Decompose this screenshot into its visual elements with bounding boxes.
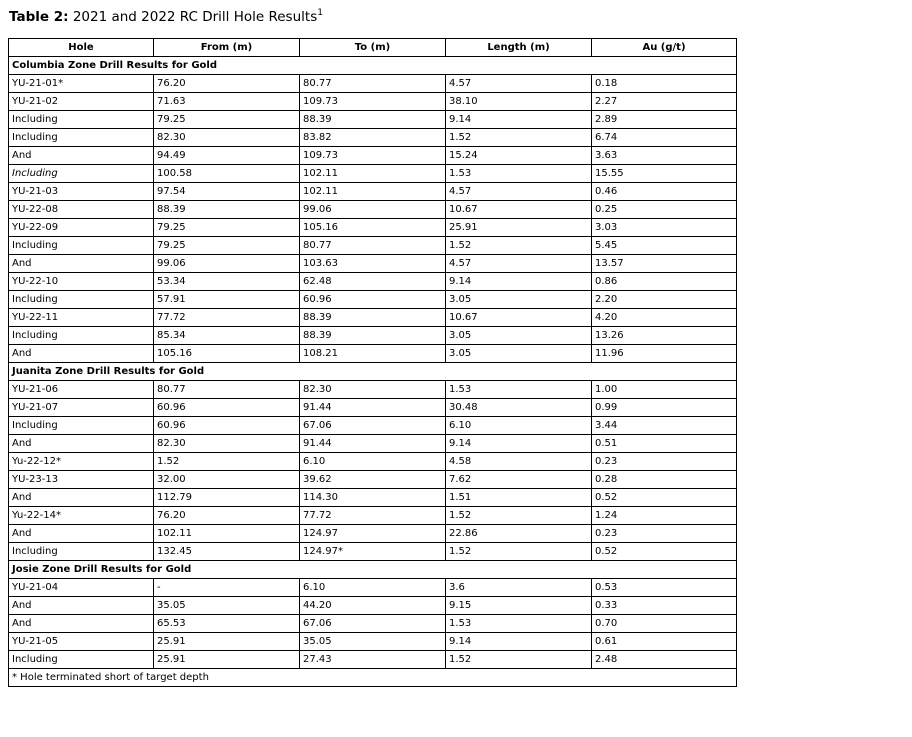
au-cell: 1.24 <box>592 507 737 525</box>
table-row <box>9 111 737 129</box>
from-cell: 60.96 <box>154 417 300 435</box>
hole-cell: YU-22-09 <box>9 219 154 237</box>
length-cell: 7.62 <box>446 471 592 489</box>
table-row <box>9 435 737 453</box>
from-cell: 1.52 <box>154 453 300 471</box>
hole-cell: And <box>9 255 154 273</box>
au-cell: 0.51 <box>592 435 737 453</box>
to-cell: 35.05 <box>300 633 446 651</box>
to-cell: 83.82 <box>300 129 446 147</box>
from-cell: 53.34 <box>154 273 300 291</box>
table-row <box>9 525 737 543</box>
table-row <box>9 633 737 651</box>
from-cell: 65.53 <box>154 615 300 633</box>
hole-cell: Yu-22-14* <box>9 507 154 525</box>
section-heading: Columbia Zone Drill Results for Gold <box>9 57 737 75</box>
au-cell: 6.74 <box>592 129 737 147</box>
length-cell: 3.05 <box>446 345 592 363</box>
column-header-hole: Hole <box>9 39 154 57</box>
au-cell: 3.03 <box>592 219 737 237</box>
from-cell: 77.72 <box>154 309 300 327</box>
hole-cell: And <box>9 435 154 453</box>
to-cell: 91.44 <box>300 399 446 417</box>
au-cell: 2.48 <box>592 651 737 669</box>
table-row <box>9 507 737 525</box>
from-cell: - <box>154 579 300 597</box>
from-cell: 79.25 <box>154 111 300 129</box>
from-cell: 100.58 <box>154 165 300 183</box>
hole-cell: Including <box>9 111 154 129</box>
length-cell: 25.91 <box>446 219 592 237</box>
length-cell: 9.14 <box>446 633 592 651</box>
to-cell: 62.48 <box>300 273 446 291</box>
to-cell: 109.73 <box>300 93 446 111</box>
to-cell: 60.96 <box>300 291 446 309</box>
hole-cell: YU-21-07 <box>9 399 154 417</box>
hole-cell: YU-21-05 <box>9 633 154 651</box>
table-row <box>9 399 737 417</box>
hole-cell: Including <box>9 129 154 147</box>
table-row <box>9 147 737 165</box>
au-cell: 0.52 <box>592 543 737 561</box>
au-cell: 11.96 <box>592 345 737 363</box>
table-row <box>9 471 737 489</box>
from-cell: 132.45 <box>154 543 300 561</box>
length-cell: 38.10 <box>446 93 592 111</box>
au-cell: 3.44 <box>592 417 737 435</box>
to-cell: 105.16 <box>300 219 446 237</box>
from-cell: 88.39 <box>154 201 300 219</box>
au-cell: 2.27 <box>592 93 737 111</box>
hole-cell: YU-22-11 <box>9 309 154 327</box>
length-cell: 10.67 <box>446 201 592 219</box>
from-cell: 76.20 <box>154 507 300 525</box>
au-cell: 0.18 <box>592 75 737 93</box>
from-cell: 57.91 <box>154 291 300 309</box>
hole-cell: YU-23-13 <box>9 471 154 489</box>
to-cell: 27.43 <box>300 651 446 669</box>
length-cell: 22.86 <box>446 525 592 543</box>
length-cell: 1.52 <box>446 651 592 669</box>
hole-cell: Including <box>9 237 154 255</box>
from-cell: 85.34 <box>154 327 300 345</box>
to-cell: 39.62 <box>300 471 446 489</box>
au-cell: 0.70 <box>592 615 737 633</box>
table-row <box>9 417 737 435</box>
table-row <box>9 651 737 669</box>
from-cell: 32.00 <box>154 471 300 489</box>
footnote: * Hole terminated short of target depth <box>9 669 737 687</box>
footnote-row <box>9 669 737 687</box>
hole-cell: YU-21-01* <box>9 75 154 93</box>
hole-cell: And <box>9 525 154 543</box>
from-cell: 60.96 <box>154 399 300 417</box>
au-cell: 3.63 <box>592 147 737 165</box>
table-row <box>9 255 737 273</box>
length-cell: 1.52 <box>446 237 592 255</box>
column-header-to: To (m) <box>300 39 446 57</box>
au-cell: 0.53 <box>592 579 737 597</box>
length-cell: 1.52 <box>446 543 592 561</box>
to-cell: 88.39 <box>300 309 446 327</box>
hole-cell: Including <box>9 291 154 309</box>
to-cell: 6.10 <box>300 453 446 471</box>
length-cell: 9.14 <box>446 111 592 129</box>
section-heading: Josie Zone Drill Results for Gold <box>9 561 737 579</box>
to-cell: 103.63 <box>300 255 446 273</box>
table-row <box>9 309 737 327</box>
table-body <box>9 57 737 669</box>
section-header-row <box>9 561 737 579</box>
hole-cell: And <box>9 147 154 165</box>
au-cell: 0.23 <box>592 525 737 543</box>
table-title-text: 2021 and 2022 RC Drill Hole Results <box>68 9 318 25</box>
length-cell: 4.58 <box>446 453 592 471</box>
to-cell: 77.72 <box>300 507 446 525</box>
from-cell: 25.91 <box>154 633 300 651</box>
table-row <box>9 381 737 399</box>
table-row <box>9 489 737 507</box>
au-cell: 0.28 <box>592 471 737 489</box>
from-cell: 71.63 <box>154 93 300 111</box>
to-cell: 114.30 <box>300 489 446 507</box>
table-row <box>9 93 737 111</box>
hole-cell: YU-21-06 <box>9 381 154 399</box>
length-cell: 10.67 <box>446 309 592 327</box>
length-cell: 3.05 <box>446 291 592 309</box>
hole-cell: Including <box>9 543 154 561</box>
length-cell: 3.6 <box>446 579 592 597</box>
to-cell: 67.06 <box>300 615 446 633</box>
hole-cell: And <box>9 597 154 615</box>
au-cell: 0.33 <box>592 597 737 615</box>
table-title <box>9 6 323 28</box>
au-cell: 0.86 <box>592 273 737 291</box>
au-cell: 0.99 <box>592 399 737 417</box>
drill-results-table <box>8 38 737 687</box>
au-cell: 0.46 <box>592 183 737 201</box>
table-row <box>9 237 737 255</box>
table-row <box>9 201 737 219</box>
from-cell: 82.30 <box>154 129 300 147</box>
au-cell: 2.89 <box>592 111 737 129</box>
from-cell: 102.11 <box>154 525 300 543</box>
section-header-row <box>9 57 737 75</box>
au-cell: 0.23 <box>592 453 737 471</box>
to-cell: 124.97 <box>300 525 446 543</box>
au-cell: 0.52 <box>592 489 737 507</box>
table-row <box>9 291 737 309</box>
length-cell: 9.15 <box>446 597 592 615</box>
to-cell: 67.06 <box>300 417 446 435</box>
hole-cell: Yu-22-12* <box>9 453 154 471</box>
length-cell: 1.53 <box>446 165 592 183</box>
to-cell: 99.06 <box>300 201 446 219</box>
to-cell: 102.11 <box>300 183 446 201</box>
to-cell: 124.97* <box>300 543 446 561</box>
table-row <box>9 129 737 147</box>
table-row <box>9 453 737 471</box>
au-cell: 15.55 <box>592 165 737 183</box>
au-cell: 0.25 <box>592 201 737 219</box>
length-cell: 4.57 <box>446 255 592 273</box>
hole-cell: And <box>9 615 154 633</box>
section-header-row <box>9 363 737 381</box>
from-cell: 105.16 <box>154 345 300 363</box>
au-cell: 2.20 <box>592 291 737 309</box>
au-cell: 13.26 <box>592 327 737 345</box>
to-cell: 91.44 <box>300 435 446 453</box>
to-cell: 82.30 <box>300 381 446 399</box>
au-cell: 1.00 <box>592 381 737 399</box>
au-cell: 4.20 <box>592 309 737 327</box>
length-cell: 1.53 <box>446 615 592 633</box>
header-row <box>9 39 737 57</box>
table-row <box>9 219 737 237</box>
to-cell: 102.11 <box>300 165 446 183</box>
to-cell: 44.20 <box>300 597 446 615</box>
length-cell: 3.05 <box>446 327 592 345</box>
table-row <box>9 183 737 201</box>
hole-cell: YU-21-04 <box>9 579 154 597</box>
from-cell: 112.79 <box>154 489 300 507</box>
length-cell: 9.14 <box>446 273 592 291</box>
from-cell: 94.49 <box>154 147 300 165</box>
from-cell: 80.77 <box>154 381 300 399</box>
to-cell: 80.77 <box>300 237 446 255</box>
to-cell: 6.10 <box>300 579 446 597</box>
column-header-from: From (m) <box>154 39 300 57</box>
section-heading: Juanita Zone Drill Results for Gold <box>9 363 737 381</box>
length-cell: 1.52 <box>446 507 592 525</box>
to-cell: 88.39 <box>300 111 446 129</box>
table-row <box>9 579 737 597</box>
au-cell: 13.57 <box>592 255 737 273</box>
table-row <box>9 345 737 363</box>
table-row <box>9 615 737 633</box>
table-title-label: Table 2: <box>9 9 69 25</box>
hole-cell: Including <box>9 651 154 669</box>
hole-cell: Including <box>9 417 154 435</box>
to-cell: 80.77 <box>300 75 446 93</box>
hole-cell: YU-21-02 <box>9 93 154 111</box>
length-cell: 6.10 <box>446 417 592 435</box>
from-cell: 82.30 <box>154 435 300 453</box>
table-row <box>9 165 737 183</box>
hole-cell: Including <box>9 327 154 345</box>
hole-cell: YU-22-10 <box>9 273 154 291</box>
length-cell: 9.14 <box>446 435 592 453</box>
from-cell: 76.20 <box>154 75 300 93</box>
from-cell: 35.05 <box>154 597 300 615</box>
length-cell: 1.52 <box>446 129 592 147</box>
table-row <box>9 75 737 93</box>
hole-cell: YU-21-03 <box>9 183 154 201</box>
table-row <box>9 273 737 291</box>
length-cell: 30.48 <box>446 399 592 417</box>
from-cell: 79.25 <box>154 219 300 237</box>
from-cell: 99.06 <box>154 255 300 273</box>
table-row <box>9 543 737 561</box>
au-cell: 0.61 <box>592 633 737 651</box>
column-header-au: Au (g/t) <box>592 39 737 57</box>
from-cell: 97.54 <box>154 183 300 201</box>
table-title-footnote-ref: 1 <box>317 8 323 18</box>
length-cell: 4.57 <box>446 183 592 201</box>
au-cell: 5.45 <box>592 237 737 255</box>
to-cell: 88.39 <box>300 327 446 345</box>
to-cell: 108.21 <box>300 345 446 363</box>
table-row <box>9 327 737 345</box>
hole-cell: And <box>9 489 154 507</box>
length-cell: 1.53 <box>446 381 592 399</box>
table-row <box>9 597 737 615</box>
column-header-length: Length (m) <box>446 39 592 57</box>
hole-cell: YU-22-08 <box>9 201 154 219</box>
from-cell: 79.25 <box>154 237 300 255</box>
length-cell: 1.51 <box>446 489 592 507</box>
hole-cell: And <box>9 345 154 363</box>
to-cell: 109.73 <box>300 147 446 165</box>
hole-cell: Including <box>9 165 154 183</box>
length-cell: 4.57 <box>446 75 592 93</box>
from-cell: 25.91 <box>154 651 300 669</box>
length-cell: 15.24 <box>446 147 592 165</box>
